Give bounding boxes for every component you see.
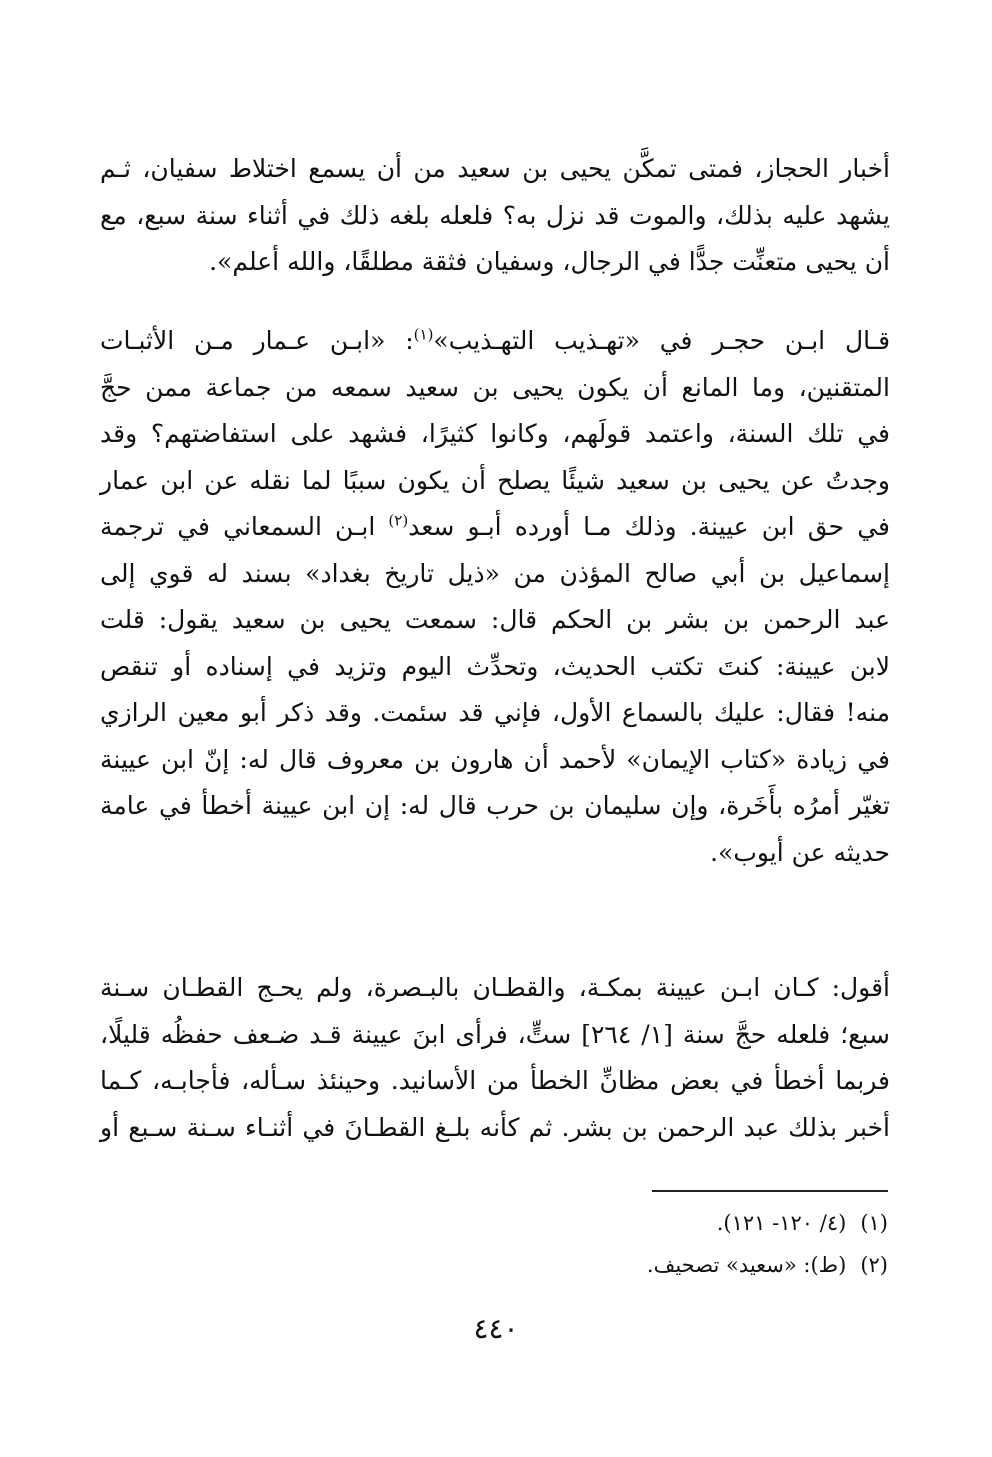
text-line: وجدتُ عن يحيى بن سعيد شيئًا يصلح أن يكون سببًا لما نقله عن ابن عمار — [100, 465, 890, 495]
text-segment: قـال ابـن حجـر في «تهـذيب التهـذيب» — [433, 326, 891, 355]
text-line: فربما أخطأ في بعض مظانِّ الخطأ من الأسانيد. وحينئذ سـأله، فأجابـه، كـما — [100, 1066, 890, 1095]
footnote-number: (١) — [860, 1211, 888, 1235]
text-line: المتقنين، وما المانع أن يكون يحيى بن سعيد سمعه من جماعة ممن حجَّ — [100, 372, 890, 402]
footnote-separator — [652, 1190, 888, 1192]
paragraph-1 — [100, 146, 890, 286]
text-line: سبع؛ فلعله حجَّ سنة [١/ ٢٦٤] ستٍّ، فرأى ابنَ عيينة قـد ضـعف حفظُه قليلًا، — [100, 1019, 890, 1049]
text-segment: ابـن السمعاني في ترجمة — [100, 512, 389, 541]
text-line: أخبر بذلك عبد الرحمن بن بشر. ثم كأنه بلـغ القطـانَ في أثنـاء سـنة سـبع أو — [100, 1112, 890, 1142]
text-line: منه! فقال: عليك بالسماع الأول، فإني قد سئمت. وقد ذكر أبو معين الرازي — [100, 698, 890, 727]
paragraph-2 — [100, 318, 890, 876]
text-line: في زيادة «كتاب الإيمان» لأحمد أن هارون بن معروف قال له: إنّ ابن عيينة — [100, 744, 890, 774]
text-line: يشهد عليه بذلك، والموت قد نزل به؟ فلعله بلغه ذلك في أثناء سنة سبع، مع — [100, 200, 890, 230]
text-line: أن يحيى متعنِّت جدًّا في الرجال، وسفيان فثقة مطلقًا، والله أعلم». — [209, 247, 890, 276]
text-line: تغيّر أمرُه بأَخَرة، وإن سليمان بن حرب قال له: إن ابن عيينة أخطأ في عامة — [100, 791, 890, 820]
text-line: في تلك السنة، واعتمد قولَهم، وكانوا كثيرًا، فشهد على استفاضتهم؟ وقد — [100, 419, 890, 448]
footnote-reference-1[interactable]: (١) — [413, 325, 434, 344]
text-line: إسماعيل بن أبي صالح المؤذن من «ذيل تاريخ بغداد» بسند له قوي إلى — [100, 558, 890, 588]
text-line: عبد الرحمن بن بشر بن الحكم قال: سمعت يحيى بن سعيد يقول: قلت — [100, 605, 890, 634]
paragraph-3 — [100, 965, 890, 1151]
footnotes — [500, 1202, 888, 1286]
text-segment: : «ابـن عـمار مـن الأثبـات — [100, 326, 414, 355]
footnote-reference-2[interactable]: (٢) — [388, 511, 409, 530]
text-line: حديثه عن أيوب». — [710, 837, 890, 867]
footnote-2 — [500, 1244, 888, 1286]
text-line — [100, 318, 890, 365]
footnote-text: (ط): «سعيد» تصحيف. — [646, 1253, 847, 1277]
footnote-1 — [500, 1202, 888, 1244]
text-segment: في حق ابن عيينة. وذلك مـا أورده أبـو سعد — [408, 512, 890, 541]
text-line: أقول: كـان ابـن عيينة بمكـة، والقطـان بالبـصرة، ولم يحـج القطـان سـنة — [100, 973, 890, 1002]
footnote-number: (٢) — [860, 1253, 888, 1277]
text-line: لابن عيينة: كنتَ تكتب الحديث، وتحدِّث اليوم وتزيد في إسناده أو تنقص — [100, 651, 890, 681]
page-number: ٤٤٠ — [473, 1312, 519, 1345]
footnote-text: (٤/ ١٢٠- ١٢١). — [716, 1211, 847, 1235]
text-line: أخبار الحجاز، فمتى تمكَّن يحيى بن سعيد من أن يسمع اختلاط سفيان، ثـم — [100, 154, 890, 183]
text-line — [100, 504, 890, 551]
